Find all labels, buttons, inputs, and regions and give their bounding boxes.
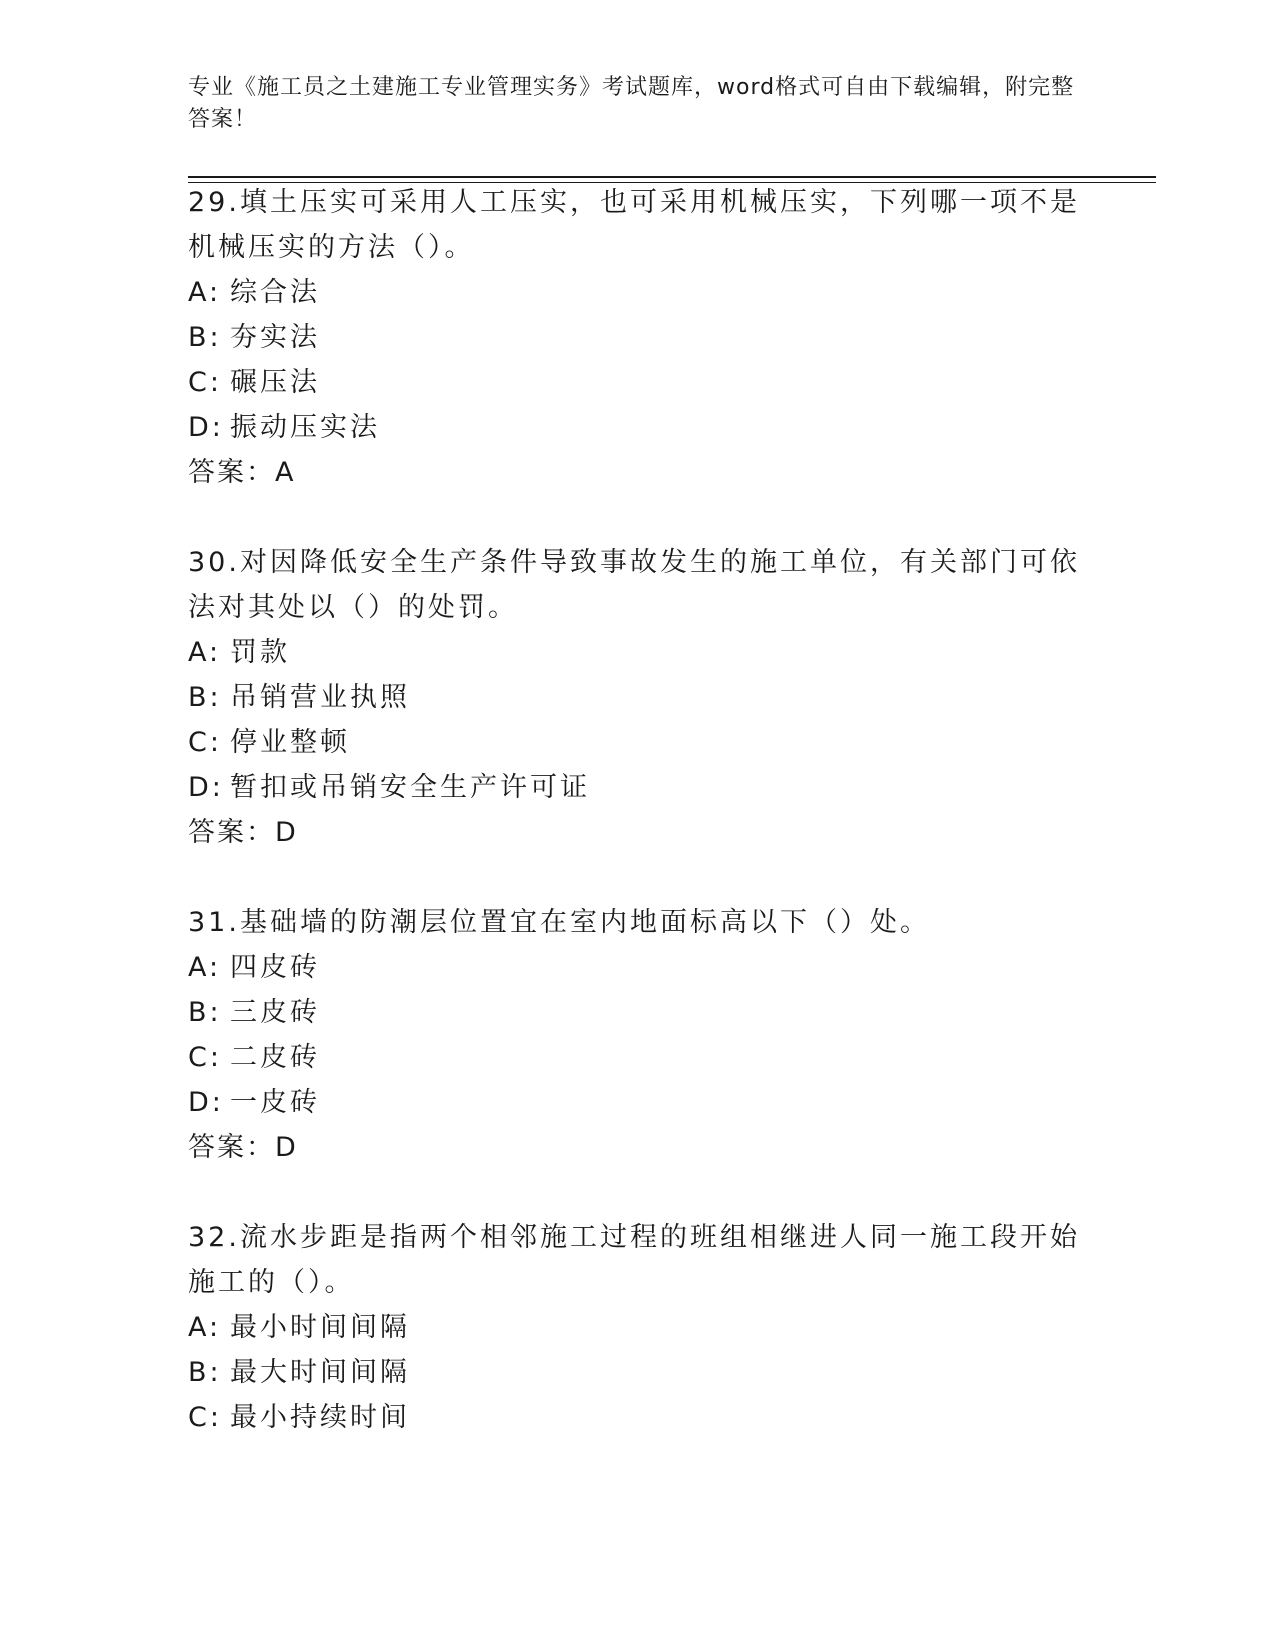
option-c [188,1035,1088,1080]
option-key: A: [188,1312,222,1343]
option-a [188,1305,1088,1350]
question-stem: 32.流水步距是指两个相邻施工过程的班组相继进人同一施工段开始施工的（）。 [188,1222,1080,1298]
question-31 [188,900,1088,1170]
option-b [188,675,1088,720]
option-text: 一皮砖 [230,1087,320,1118]
option-key: D: [188,772,224,803]
option-key: B: [188,322,222,353]
option-text: 最小持续时间 [230,1402,410,1433]
option-text: 吊销营业执照 [230,682,410,713]
answer-line: 答案：D [188,1132,298,1163]
option-text: 停业整顿 [230,727,350,758]
question-stem: 29.填土压实可采用人工压实，也可采用机械压实，下列哪一项不是机械压实的方法（）。 [188,187,1080,263]
answer-line: 答案：D [188,817,298,848]
option-key: C: [188,1042,222,1073]
question-29 [188,180,1088,495]
option-key: B: [188,1357,222,1388]
option-key: D: [188,412,224,443]
option-text: 夯实法 [230,322,320,353]
document-header: 专业《施工员之土建施工专业管理实务》考试题库，word格式可自由下载编辑，附完整答案！ [188,75,1075,132]
option-b [188,1350,1088,1395]
option-a [188,270,1088,315]
option-key: A: [188,277,222,308]
option-text: 罚款 [230,637,290,668]
option-key: C: [188,367,222,398]
option-text: 暂扣或吊销安全生产许可证 [230,772,590,803]
option-text: 二皮砖 [230,1042,320,1073]
option-d [188,1080,1088,1125]
option-key: A: [188,952,222,983]
option-text: 三皮砖 [230,997,320,1028]
option-b [188,990,1088,1035]
question-stem: 30.对因降低安全生产条件导致事故发生的施工单位，有关部门可依法对其处以（）的处罚。 [188,547,1080,623]
question-stem: 31.基础墙的防潮层位置宜在室内地面标高以下（）处。 [188,907,930,938]
option-key: C: [188,727,222,758]
option-key: D: [188,1087,224,1118]
option-a [188,630,1088,675]
header-divider-thick [188,176,1156,178]
option-c [188,360,1088,405]
option-text: 综合法 [230,277,320,308]
question-30 [188,540,1088,855]
option-key: A: [188,637,222,668]
option-b [188,315,1088,360]
option-text: 最大时间间隔 [230,1357,410,1388]
answer-line: 答案：A [188,457,296,488]
option-c [188,1395,1088,1440]
option-text: 四皮砖 [230,952,320,983]
option-c [188,720,1088,765]
option-text: 振动压实法 [230,412,380,443]
option-d [188,405,1088,450]
question-32 [188,1215,1088,1440]
option-key: B: [188,997,222,1028]
option-key: C: [188,1402,222,1433]
option-text: 碾压法 [230,367,320,398]
option-text: 最小时间间隔 [230,1312,410,1343]
option-d [188,765,1088,810]
option-a [188,945,1088,990]
option-key: B: [188,682,222,713]
